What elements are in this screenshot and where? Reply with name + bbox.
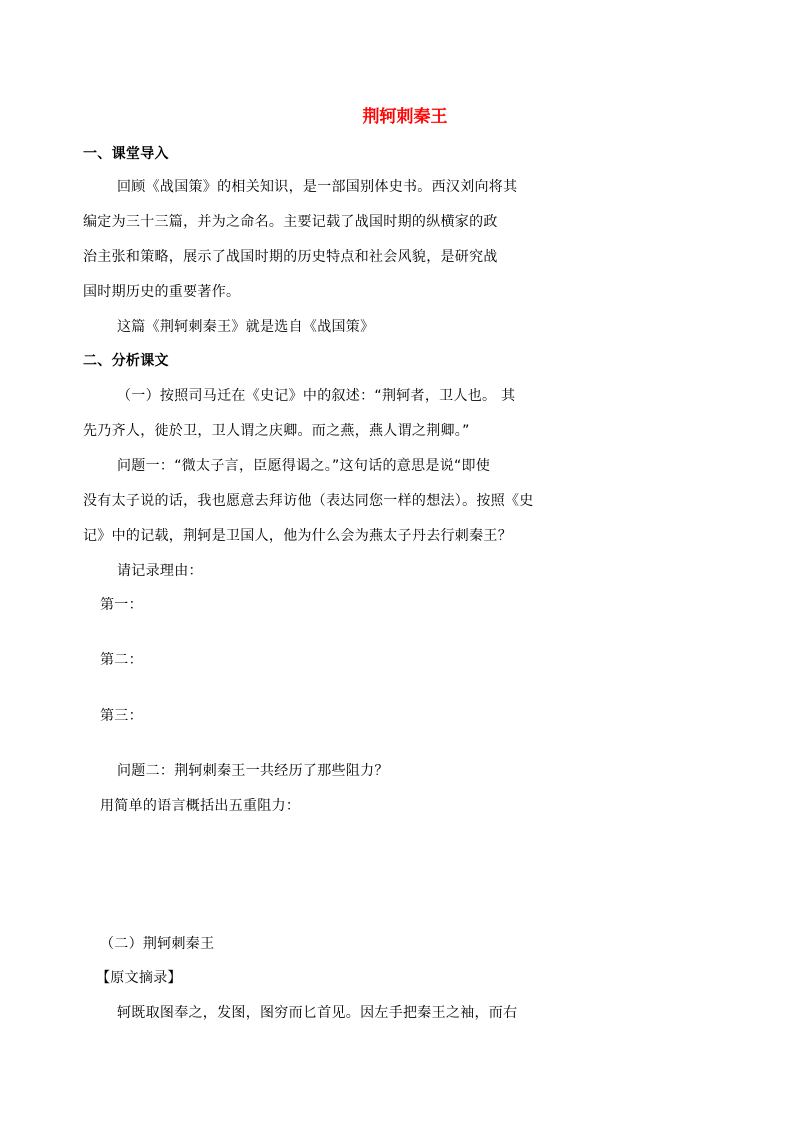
- reason-second: 第二：: [100, 652, 143, 668]
- question2-prompt: 用简单的语言概括出五重阻力：: [100, 798, 301, 814]
- part2-heading: （二）荆轲刺秦王: [100, 936, 215, 952]
- question1-line2: 没有太子说的话，我也愿意去拜访他（表达同您一样的想法）。按照《史: [83, 493, 534, 509]
- reason-third: 第三：: [100, 708, 143, 724]
- section2-heading: 二、分析课文: [83, 353, 169, 369]
- record-prompt: 请记录理由：: [117, 563, 203, 579]
- part1-line2: 先乃齐人，徙於卫，卫人谓之庆卿。而之燕，燕人谓之荆卿。”: [83, 423, 470, 439]
- document-title: 荆轲刺秦王: [362, 107, 448, 127]
- question1-line3: 记》中的记载，荆轲是卫国人，他为什么会为燕太子丹去行刺秦王？: [83, 528, 512, 544]
- excerpt-label: 【原文摘录】: [96, 970, 182, 986]
- section1-para2: 这篇《荆轲刺秦王》就是选自《战国策》: [117, 319, 375, 335]
- part1-line1: （一）按照司马迁在《史记》中的叙述：“荆轲者，卫人也。 其: [117, 388, 516, 404]
- question2: 问题二：荆轲刺秦王一共经历了那些阻力？: [117, 763, 389, 779]
- section1-para1-line3: 治主张和策略，展示了战国时期的历史特点和社会风貌，是研究战: [83, 249, 498, 265]
- reason-first: 第一：: [100, 597, 143, 613]
- section1-para1-line4: 国时期历史的重要著作。: [83, 284, 241, 300]
- excerpt-text: 轲既取图奉之，发图，图穷而匕首见。因左手把秦王之袖，而右: [117, 1005, 518, 1021]
- section1-para1-line1: 回顾《战国策》的相关知识，是一部国别体史书。西汉刘向将其: [117, 179, 518, 195]
- section1-para1-line2: 编定为三十三篇，并为之命名。主要记载了战国时期的纵横家的政: [83, 214, 498, 230]
- section1-heading: 一、课堂导入: [83, 146, 169, 162]
- question1-line1: 问题一：“微太子言，臣愿得谒之。”这句话的意思是说“即使: [117, 458, 491, 474]
